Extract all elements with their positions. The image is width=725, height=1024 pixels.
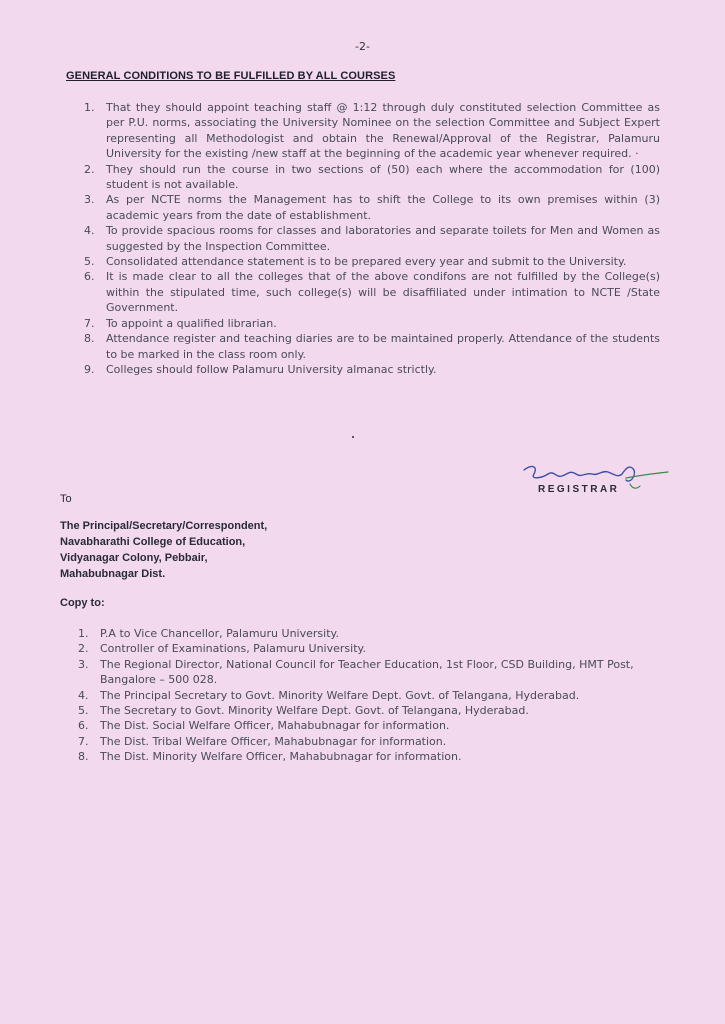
copy-item [78,688,668,703]
condition-item [84,254,660,269]
condition-text: To appoint a qualified librarian. [106,316,277,330]
signatory-title: REGISTRAR [538,484,620,495]
copy-text: The Dist. Tribal Welfare Officer, Mahabubnagar for information. [100,734,447,748]
copy-item [78,734,668,749]
condition-number: 1. [84,101,95,114]
copy-item [78,749,668,764]
page-number: -2- [355,40,370,53]
copy-number: 4. [78,688,89,702]
copy-number: 7. [78,734,89,748]
condition-text: It is made clear to all the colleges that of the above condifons are not fulfilled by the College(s) within the stipulated time, such college(s) will be disaffiliated under intimation to NCTE /State Government. [106,270,660,315]
copy-text: The Dist. Minority Welfare Officer, Mahabubnagar for information. [100,750,462,764]
condition-number: 8. [84,332,95,346]
recipient-address [60,518,267,582]
condition-text: Attendance register and teaching diaries are to be maintained properly. Attendance of the students to be marked in the class room only. [106,332,660,361]
address-line: Mahabubnagar Dist. [60,568,166,580]
to-label: To [60,493,72,505]
copy-number: 1. [78,627,89,640]
copy-text: The Secretary to Govt. Minority Welfare Dept. Govt. of Telangana, Hyderabad. [100,704,529,718]
condition-text: To provide spacious rooms for classes and laboratories and separate toilets for Men and Women as suggested by the Inspection Committee. [106,224,660,253]
condition-item [84,223,660,254]
copy-text: P.A to Vice Chancellor, Palamuru University. [100,627,339,640]
copy-number: 2. [78,642,89,656]
copy-number: 3. [78,657,89,671]
condition-item [84,362,660,377]
condition-text: Consolidated attendance statement is to be prepared every year and submit to the University. [106,255,627,269]
copy-number: 6. [78,719,89,733]
copy-item [78,626,668,641]
condition-text: They should run the course in two sections of (50) each where the accommodation for (100) student is not available. [106,162,660,192]
copy-to-label: Copy to: [60,597,105,609]
condition-number: 9. [84,362,95,376]
copy-text: Controller of Examinations, Palamuru University. [100,642,366,656]
copy-text: The Dist. Social Welfare Officer, Mahabubnagar for information. [100,719,450,733]
condition-number: 4. [84,224,95,238]
condition-item [84,162,660,193]
condition-number: 5. [84,255,95,269]
copy-to-list [78,626,668,765]
copy-text: The Principal Secretary to Govt. Minority Welfare Dept. Govt. of Telangana, Hyderabad. [100,688,580,702]
address-line: The Principal/Secretary/Correspondent, [60,520,268,532]
condition-item [84,192,660,223]
address-line: Navabharathi College of Education, [60,536,246,548]
condition-item [84,269,660,315]
condition-number: 3. [84,193,95,207]
condition-item [84,331,660,362]
copy-item [78,641,668,656]
condition-text: As per NCTE norms the Management has to shift the College to its own premises within (3) academic years from the date of establishment. [106,193,660,222]
copy-number: 5. [78,704,89,718]
copy-text: The Regional Director, National Council for Teacher Education, 1st Floor, CSD Building, HMT Post, Bangalore – 500 028. [100,657,634,687]
condition-number: 2. [84,162,95,176]
condition-item [84,316,660,331]
conditions-heading: GENERAL CONDITIONS TO BE FULFILLED BY ALL COURSES [66,70,396,82]
condition-text: Colleges should follow Palamuru University almanac strictly. [106,362,437,376]
stray-dot [352,436,354,438]
condition-number: 6. [84,270,95,284]
copy-item [78,657,668,688]
condition-number: 7. [84,316,95,330]
conditions-list [84,100,660,377]
condition-text: That they should appoint teaching staff @ 1:12 through duly constituted selection Committee as per P.U. norms, associating the University Nominee on the selection Committee and Subject Expert representing all Methodologist and obtain the Renewal/Approval of the Registrar, Palamuru University for the existing /new staff at the beginning of the academic year whenever required. · [106,101,660,161]
condition-item [84,100,660,162]
copy-number: 8. [78,750,89,764]
copy-item [78,718,668,733]
copy-item [78,703,668,718]
address-line: Vidyanagar Colony, Pebbair, [60,552,208,564]
